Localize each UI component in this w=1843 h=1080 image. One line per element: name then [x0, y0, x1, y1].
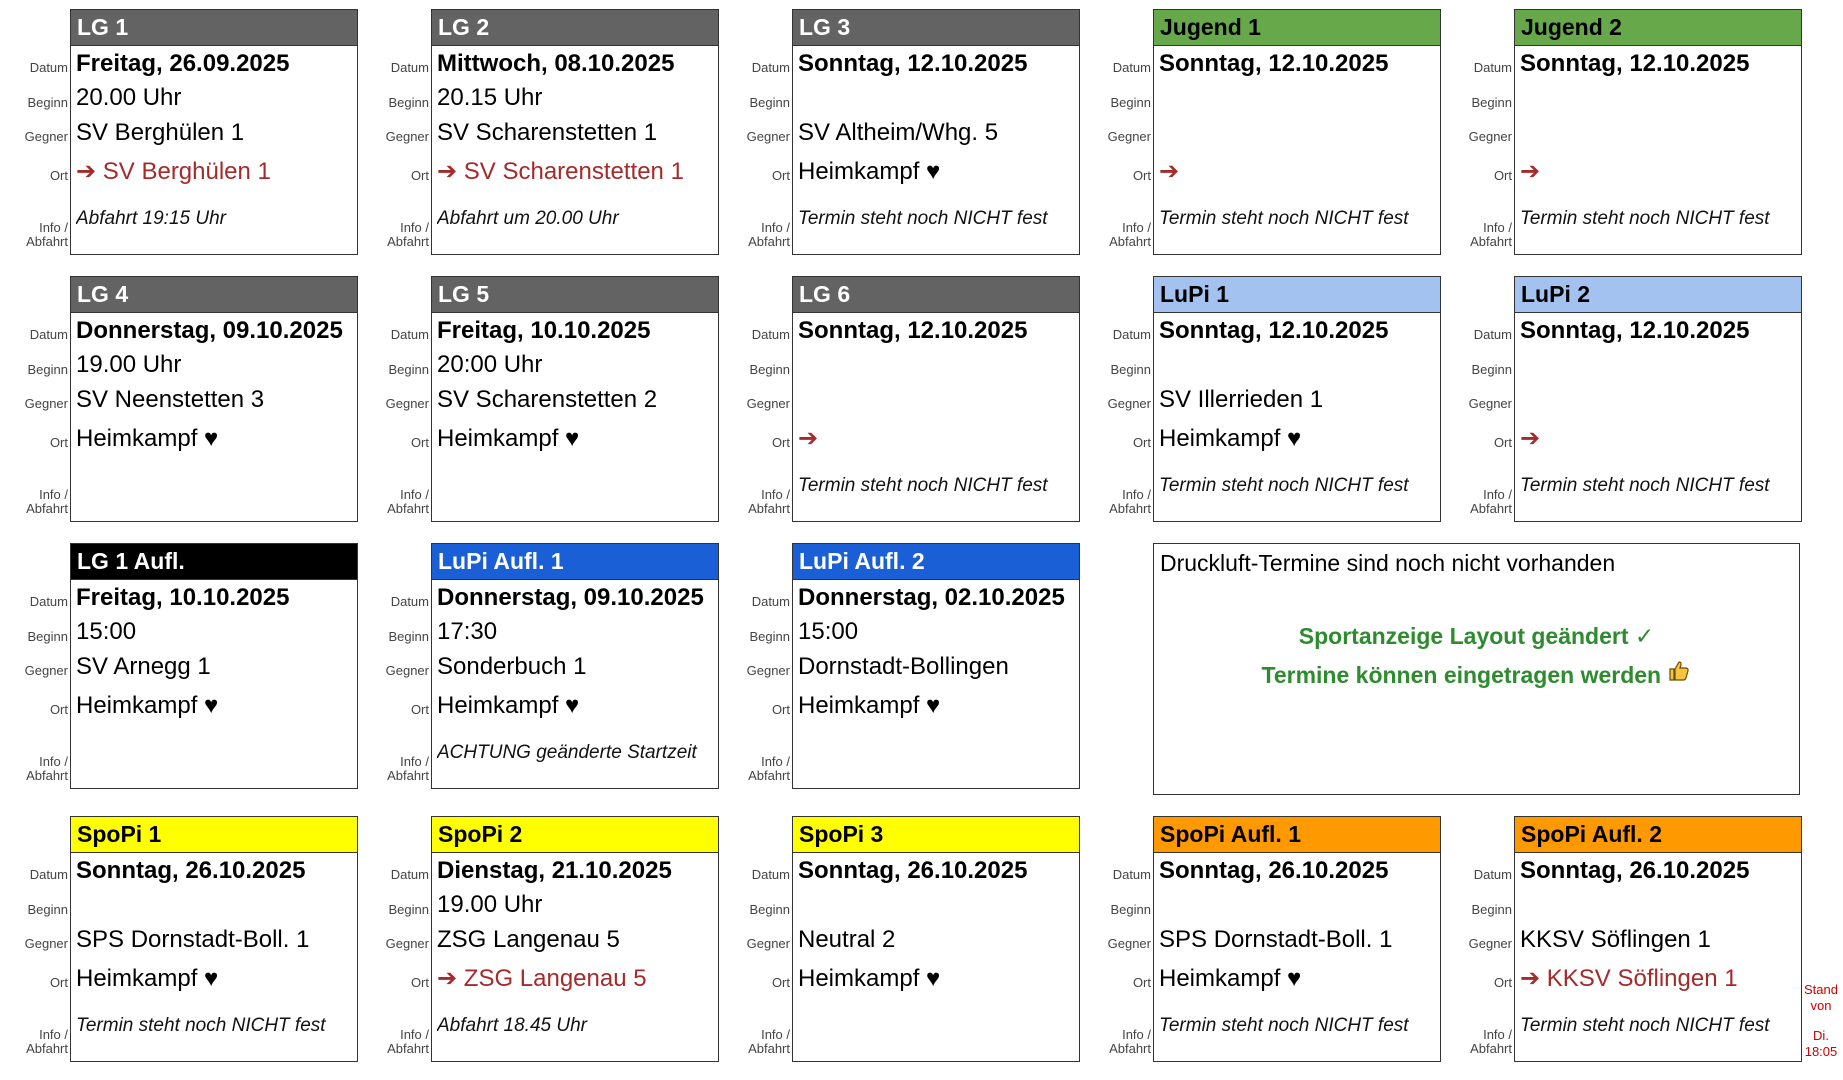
label-ort: Ort [410, 168, 429, 183]
label-info-line1: Info / [39, 487, 68, 502]
label-ort: Ort [1493, 168, 1512, 183]
card-title: SpoPi 2 [432, 817, 718, 853]
label-info [748, 755, 790, 783]
label-ort: Ort [49, 168, 68, 183]
card-gegner: SV Arnegg 1 [76, 653, 211, 680]
thumbs-up-icon [1668, 659, 1692, 690]
label-ort: Ort [410, 435, 429, 450]
card-box [1153, 816, 1441, 1062]
label-info-line1: Info / [39, 220, 68, 235]
card-ort: ➔ [798, 425, 819, 452]
label-info-line1: Info / [761, 487, 790, 502]
card-box [1153, 9, 1441, 255]
card-datum: Sonntag, 12.10.2025 [798, 317, 1028, 344]
label-datum: Datum [1473, 60, 1512, 75]
label-datum: Datum [29, 594, 68, 609]
field-labels [2, 816, 68, 1062]
card-datum: Sonntag, 12.10.2025 [798, 50, 1028, 77]
label-datum: Datum [390, 60, 429, 75]
card-ort: ➔ SV Berghülen 1 [76, 158, 271, 185]
card-box [70, 816, 358, 1062]
card-datum: Sonntag, 12.10.2025 [1520, 317, 1750, 344]
card-datum: Freitag, 10.10.2025 [76, 584, 290, 611]
card-title: LG 4 [71, 277, 357, 313]
label-beginn: Beginn [749, 902, 790, 917]
card-info: Termin steht noch NICHT fest [1159, 1015, 1409, 1036]
label-info [387, 488, 429, 516]
label-gegner: Gegner [1468, 396, 1512, 411]
card-ort: ➔ [1520, 425, 1541, 452]
card-gegner: Dornstadt-Bollingen [798, 653, 1009, 680]
label-ort: Ort [771, 702, 790, 717]
card-datum: Sonntag, 26.10.2025 [1159, 857, 1389, 884]
card-info: Termin steht noch NICHT fest [798, 475, 1048, 496]
label-ort: Ort [771, 975, 790, 990]
card-ort: Heimkampf ♥ [76, 425, 219, 452]
label-beginn: Beginn [749, 95, 790, 110]
card-datum: Sonntag, 12.10.2025 [1159, 50, 1389, 77]
label-info-line1: Info / [1122, 220, 1151, 235]
card-datum: Sonntag, 26.10.2025 [1520, 857, 1750, 884]
card-box [431, 543, 719, 789]
label-gegner: Gegner [1107, 936, 1151, 951]
label-info [748, 221, 790, 249]
card-datum: Freitag, 10.10.2025 [437, 317, 651, 344]
label-beginn: Beginn [388, 95, 429, 110]
label-info-line1: Info / [400, 220, 429, 235]
label-gegner: Gegner [385, 936, 429, 951]
notice-termine [1154, 659, 1799, 690]
card-box [431, 9, 719, 255]
label-info [26, 488, 68, 516]
label-info-line1: Info / [761, 220, 790, 235]
card-ort: ➔ ZSG Langenau 5 [437, 965, 647, 992]
card-title: SpoPi Aufl. 1 [1154, 817, 1440, 853]
label-info [387, 221, 429, 249]
card-datum: Sonntag, 26.10.2025 [798, 857, 1028, 884]
label-gegner: Gegner [1107, 129, 1151, 144]
card-ort: ➔ [1159, 158, 1180, 185]
notice-layout-changed: Sportanzeige Layout geändert ✓ [1298, 623, 1655, 649]
card-gegner: SV Berghülen 1 [76, 119, 245, 146]
card-ort: Heimkampf ♥ [76, 692, 219, 719]
label-info [1470, 1028, 1512, 1056]
label-gegner: Gegner [746, 129, 790, 144]
label-beginn: Beginn [1110, 95, 1151, 110]
card-gegner: SV Scharenstetten 1 [437, 119, 658, 146]
card-info: Termin steht noch NICHT fest [798, 208, 1048, 229]
card-gegner: SPS Dornstadt-Boll. 1 [1159, 926, 1393, 953]
label-beginn: Beginn [749, 362, 790, 377]
card-beginn: 20:00 Uhr [437, 351, 543, 378]
label-ort: Ort [1493, 435, 1512, 450]
label-ort: Ort [410, 975, 429, 990]
card-title: LuPi 2 [1515, 277, 1801, 313]
card-beginn: 19.00 Uhr [76, 351, 182, 378]
label-info [26, 1028, 68, 1056]
card-gegner: SPS Dornstadt-Boll. 1 [76, 926, 310, 953]
label-info [1109, 488, 1151, 516]
label-beginn: Beginn [1110, 362, 1151, 377]
card-box [70, 9, 358, 255]
label-datum: Datum [29, 60, 68, 75]
field-labels [363, 276, 429, 522]
field-labels [2, 276, 68, 522]
card-box [792, 816, 1080, 1062]
card-gegner: Neutral 2 [798, 926, 896, 953]
label-datum: Datum [390, 327, 429, 342]
label-beginn: Beginn [388, 902, 429, 917]
card-box [1514, 9, 1802, 255]
label-info [1470, 221, 1512, 249]
card-box [792, 276, 1080, 522]
label-info-line2: Abfahrt [387, 501, 429, 516]
card-title: LG 6 [793, 277, 1079, 313]
card-ort: Heimkampf ♥ [1159, 425, 1302, 452]
label-info-line2: Abfahrt [1470, 1041, 1512, 1056]
label-info [26, 755, 68, 783]
label-gegner: Gegner [746, 396, 790, 411]
card-gegner: Sonderbuch 1 [437, 653, 587, 680]
label-datum: Datum [29, 867, 68, 882]
label-info-line2: Abfahrt [748, 768, 790, 783]
label-beginn: Beginn [388, 629, 429, 644]
card-ort: Heimkampf ♥ [798, 965, 941, 992]
field-labels [1446, 276, 1512, 522]
field-labels [724, 543, 790, 789]
field-labels [1446, 9, 1512, 255]
label-info-line2: Abfahrt [748, 1041, 790, 1056]
label-info-line2: Abfahrt [26, 234, 68, 249]
stand-time: 18:05 [1804, 1044, 1838, 1059]
card-gegner: KKSV Söflingen 1 [1520, 926, 1711, 953]
card-title: LG 5 [432, 277, 718, 313]
label-datum: Datum [1112, 327, 1151, 342]
field-labels [363, 816, 429, 1062]
card-datum: Donnerstag, 09.10.2025 [76, 317, 343, 344]
card-box [1514, 276, 1802, 522]
label-datum: Datum [1473, 867, 1512, 882]
card-title: SpoPi 3 [793, 817, 1079, 853]
label-info [748, 488, 790, 516]
card-title: LuPi Aufl. 2 [793, 544, 1079, 580]
field-labels [2, 9, 68, 255]
label-info [748, 1028, 790, 1056]
card-box [792, 9, 1080, 255]
card-box [70, 543, 358, 789]
notice-box [1153, 543, 1800, 795]
label-info-line2: Abfahrt [748, 234, 790, 249]
label-info [26, 221, 68, 249]
card-datum: Freitag, 26.09.2025 [76, 50, 290, 77]
card-title: Jugend 2 [1515, 10, 1801, 46]
card-title: LuPi Aufl. 1 [432, 544, 718, 580]
card-ort: Heimkampf ♥ [437, 425, 580, 452]
stand-label: Stand [1804, 982, 1838, 997]
field-labels [363, 9, 429, 255]
card-box [70, 276, 358, 522]
card-info: Termin steht noch NICHT fest [1159, 208, 1409, 229]
label-beginn: Beginn [749, 629, 790, 644]
label-beginn: Beginn [27, 902, 68, 917]
card-info: Abfahrt 18.45 Uhr [437, 1015, 587, 1036]
card-ort: Heimkampf ♥ [76, 965, 219, 992]
card-ort: Heimkampf ♥ [798, 692, 941, 719]
label-info-line1: Info / [39, 1027, 68, 1042]
label-info-line2: Abfahrt [1109, 234, 1151, 249]
label-datum: Datum [1473, 327, 1512, 342]
card-beginn: 15:00 [76, 618, 137, 645]
label-info-line1: Info / [761, 754, 790, 769]
card-ort: Heimkampf ♥ [1159, 965, 1302, 992]
card-datum: Sonntag, 26.10.2025 [76, 857, 306, 884]
card-beginn: 15:00 [798, 618, 859, 645]
label-gegner: Gegner [746, 663, 790, 678]
card-gegner: SV Scharenstetten 2 [437, 386, 658, 413]
label-beginn: Beginn [27, 629, 68, 644]
card-beginn: 20.15 Uhr [437, 84, 543, 111]
label-datum: Datum [390, 867, 429, 882]
label-gegner: Gegner [24, 936, 68, 951]
field-labels [724, 276, 790, 522]
label-info-line2: Abfahrt [1470, 501, 1512, 516]
label-ort: Ort [1132, 975, 1151, 990]
label-ort: Ort [1493, 975, 1512, 990]
label-ort: Ort [49, 975, 68, 990]
card-info: Termin steht noch NICHT fest [1520, 475, 1770, 496]
field-labels [1085, 9, 1151, 255]
card-box [1514, 816, 1802, 1062]
label-datum: Datum [751, 60, 790, 75]
label-gegner: Gegner [24, 663, 68, 678]
card-ort: ➔ [1520, 158, 1541, 185]
card-gegner: ZSG Langenau 5 [437, 926, 620, 953]
label-gegner: Gegner [24, 396, 68, 411]
field-labels [724, 9, 790, 255]
field-labels [1446, 816, 1512, 1062]
card-gegner: SV Neenstetten 3 [76, 386, 265, 413]
label-info-line1: Info / [1122, 487, 1151, 502]
label-beginn: Beginn [1471, 95, 1512, 110]
label-info [1470, 488, 1512, 516]
card-info: Termin steht noch NICHT fest [1520, 1015, 1770, 1036]
card-info: Termin steht noch NICHT fest [1159, 475, 1409, 496]
card-title: LG 3 [793, 10, 1079, 46]
label-gegner: Gegner [746, 936, 790, 951]
card-box [1153, 276, 1441, 522]
card-datum: Sonntag, 12.10.2025 [1159, 317, 1389, 344]
notice-druckluft: Druckluft-Termine sind noch nicht vorhanden [1160, 550, 1616, 576]
card-info: Termin steht noch NICHT fest [76, 1015, 326, 1036]
label-ort: Ort [49, 702, 68, 717]
label-info-line1: Info / [761, 1027, 790, 1042]
card-datum: Sonntag, 12.10.2025 [1520, 50, 1750, 77]
card-info: ACHTUNG geänderte Startzeit [437, 742, 697, 763]
card-title: Jugend 1 [1154, 10, 1440, 46]
label-info-line1: Info / [39, 754, 68, 769]
card-datum: Donnerstag, 09.10.2025 [437, 584, 704, 611]
label-datum: Datum [390, 594, 429, 609]
label-gegner: Gegner [385, 129, 429, 144]
label-info-line1: Info / [400, 487, 429, 502]
card-box [431, 276, 719, 522]
field-labels [1085, 276, 1151, 522]
label-ort: Ort [49, 435, 68, 450]
card-title: SpoPi Aufl. 2 [1515, 817, 1801, 853]
label-datum: Datum [751, 327, 790, 342]
label-info-line2: Abfahrt [1109, 501, 1151, 516]
card-title: SpoPi 1 [71, 817, 357, 853]
card-info: Abfahrt um 20.00 Uhr [437, 208, 619, 229]
label-info-line2: Abfahrt [387, 1041, 429, 1056]
label-info-line1: Info / [1483, 220, 1512, 235]
card-ort: Heimkampf ♥ [437, 692, 580, 719]
stand-day: Di. [1813, 1028, 1829, 1043]
card-datum: Donnerstag, 02.10.2025 [798, 584, 1065, 611]
card-gegner: SV Altheim/Whg. 5 [798, 119, 999, 146]
label-ort: Ort [771, 168, 790, 183]
card-beginn: 19.00 Uhr [437, 891, 543, 918]
card-info: Termin steht noch NICHT fest [1520, 208, 1770, 229]
field-labels [2, 543, 68, 789]
label-beginn: Beginn [27, 95, 68, 110]
notice-termine-text: Termine können eingetragen werden [1261, 662, 1662, 688]
card-title: LG 1 [71, 10, 357, 46]
card-title: LuPi 1 [1154, 277, 1440, 313]
label-info-line2: Abfahrt [1470, 234, 1512, 249]
label-info-line2: Abfahrt [748, 501, 790, 516]
label-ort: Ort [410, 702, 429, 717]
label-ort: Ort [1132, 435, 1151, 450]
card-ort: Heimkampf ♥ [798, 158, 941, 185]
card-ort: ➔ KKSV Söflingen 1 [1520, 965, 1738, 992]
label-info-line2: Abfahrt [1109, 1041, 1151, 1056]
label-datum: Datum [1112, 60, 1151, 75]
label-info-line2: Abfahrt [387, 768, 429, 783]
label-info-line1: Info / [1483, 1027, 1512, 1042]
label-gegner: Gegner [1468, 936, 1512, 951]
label-beginn: Beginn [1471, 362, 1512, 377]
label-beginn: Beginn [1110, 902, 1151, 917]
label-info-line1: Info / [1122, 1027, 1151, 1042]
stand-von: von [1810, 998, 1832, 1013]
label-info-line1: Info / [400, 1027, 429, 1042]
label-info [387, 1028, 429, 1056]
field-labels [363, 543, 429, 789]
card-info: Abfahrt 19:15 Uhr [76, 208, 226, 229]
label-ort: Ort [771, 435, 790, 450]
label-info-line2: Abfahrt [26, 768, 68, 783]
card-beginn: 20.00 Uhr [76, 84, 182, 111]
label-info [1109, 221, 1151, 249]
card-box [431, 816, 719, 1062]
label-info-line1: Info / [400, 754, 429, 769]
card-title: LG 2 [432, 10, 718, 46]
label-datum: Datum [29, 327, 68, 342]
field-labels [1085, 816, 1151, 1062]
field-labels [724, 816, 790, 1062]
label-gegner: Gegner [1107, 396, 1151, 411]
label-info-line2: Abfahrt [387, 234, 429, 249]
label-beginn: Beginn [1471, 902, 1512, 917]
label-ort: Ort [1132, 168, 1151, 183]
label-info [387, 755, 429, 783]
card-beginn: 17:30 [437, 618, 498, 645]
card-datum: Dienstag, 21.10.2025 [437, 857, 672, 884]
label-gegner: Gegner [1468, 129, 1512, 144]
label-info-line2: Abfahrt [26, 1041, 68, 1056]
card-gegner: SV Illerrieden 1 [1159, 386, 1324, 413]
card-title: LG 1 Aufl. [71, 544, 357, 580]
label-gegner: Gegner [385, 663, 429, 678]
label-beginn: Beginn [388, 362, 429, 377]
card-box [792, 543, 1080, 789]
stand-timestamp [1800, 982, 1842, 1060]
label-gegner: Gegner [385, 396, 429, 411]
label-info [1109, 1028, 1151, 1056]
label-datum: Datum [751, 867, 790, 882]
label-datum: Datum [751, 594, 790, 609]
label-info-line1: Info / [1483, 487, 1512, 502]
card-datum: Mittwoch, 08.10.2025 [437, 50, 675, 77]
label-datum: Datum [1112, 867, 1151, 882]
card-ort: ➔ SV Scharenstetten 1 [437, 158, 684, 185]
label-info-line2: Abfahrt [26, 501, 68, 516]
label-gegner: Gegner [24, 129, 68, 144]
label-beginn: Beginn [27, 362, 68, 377]
